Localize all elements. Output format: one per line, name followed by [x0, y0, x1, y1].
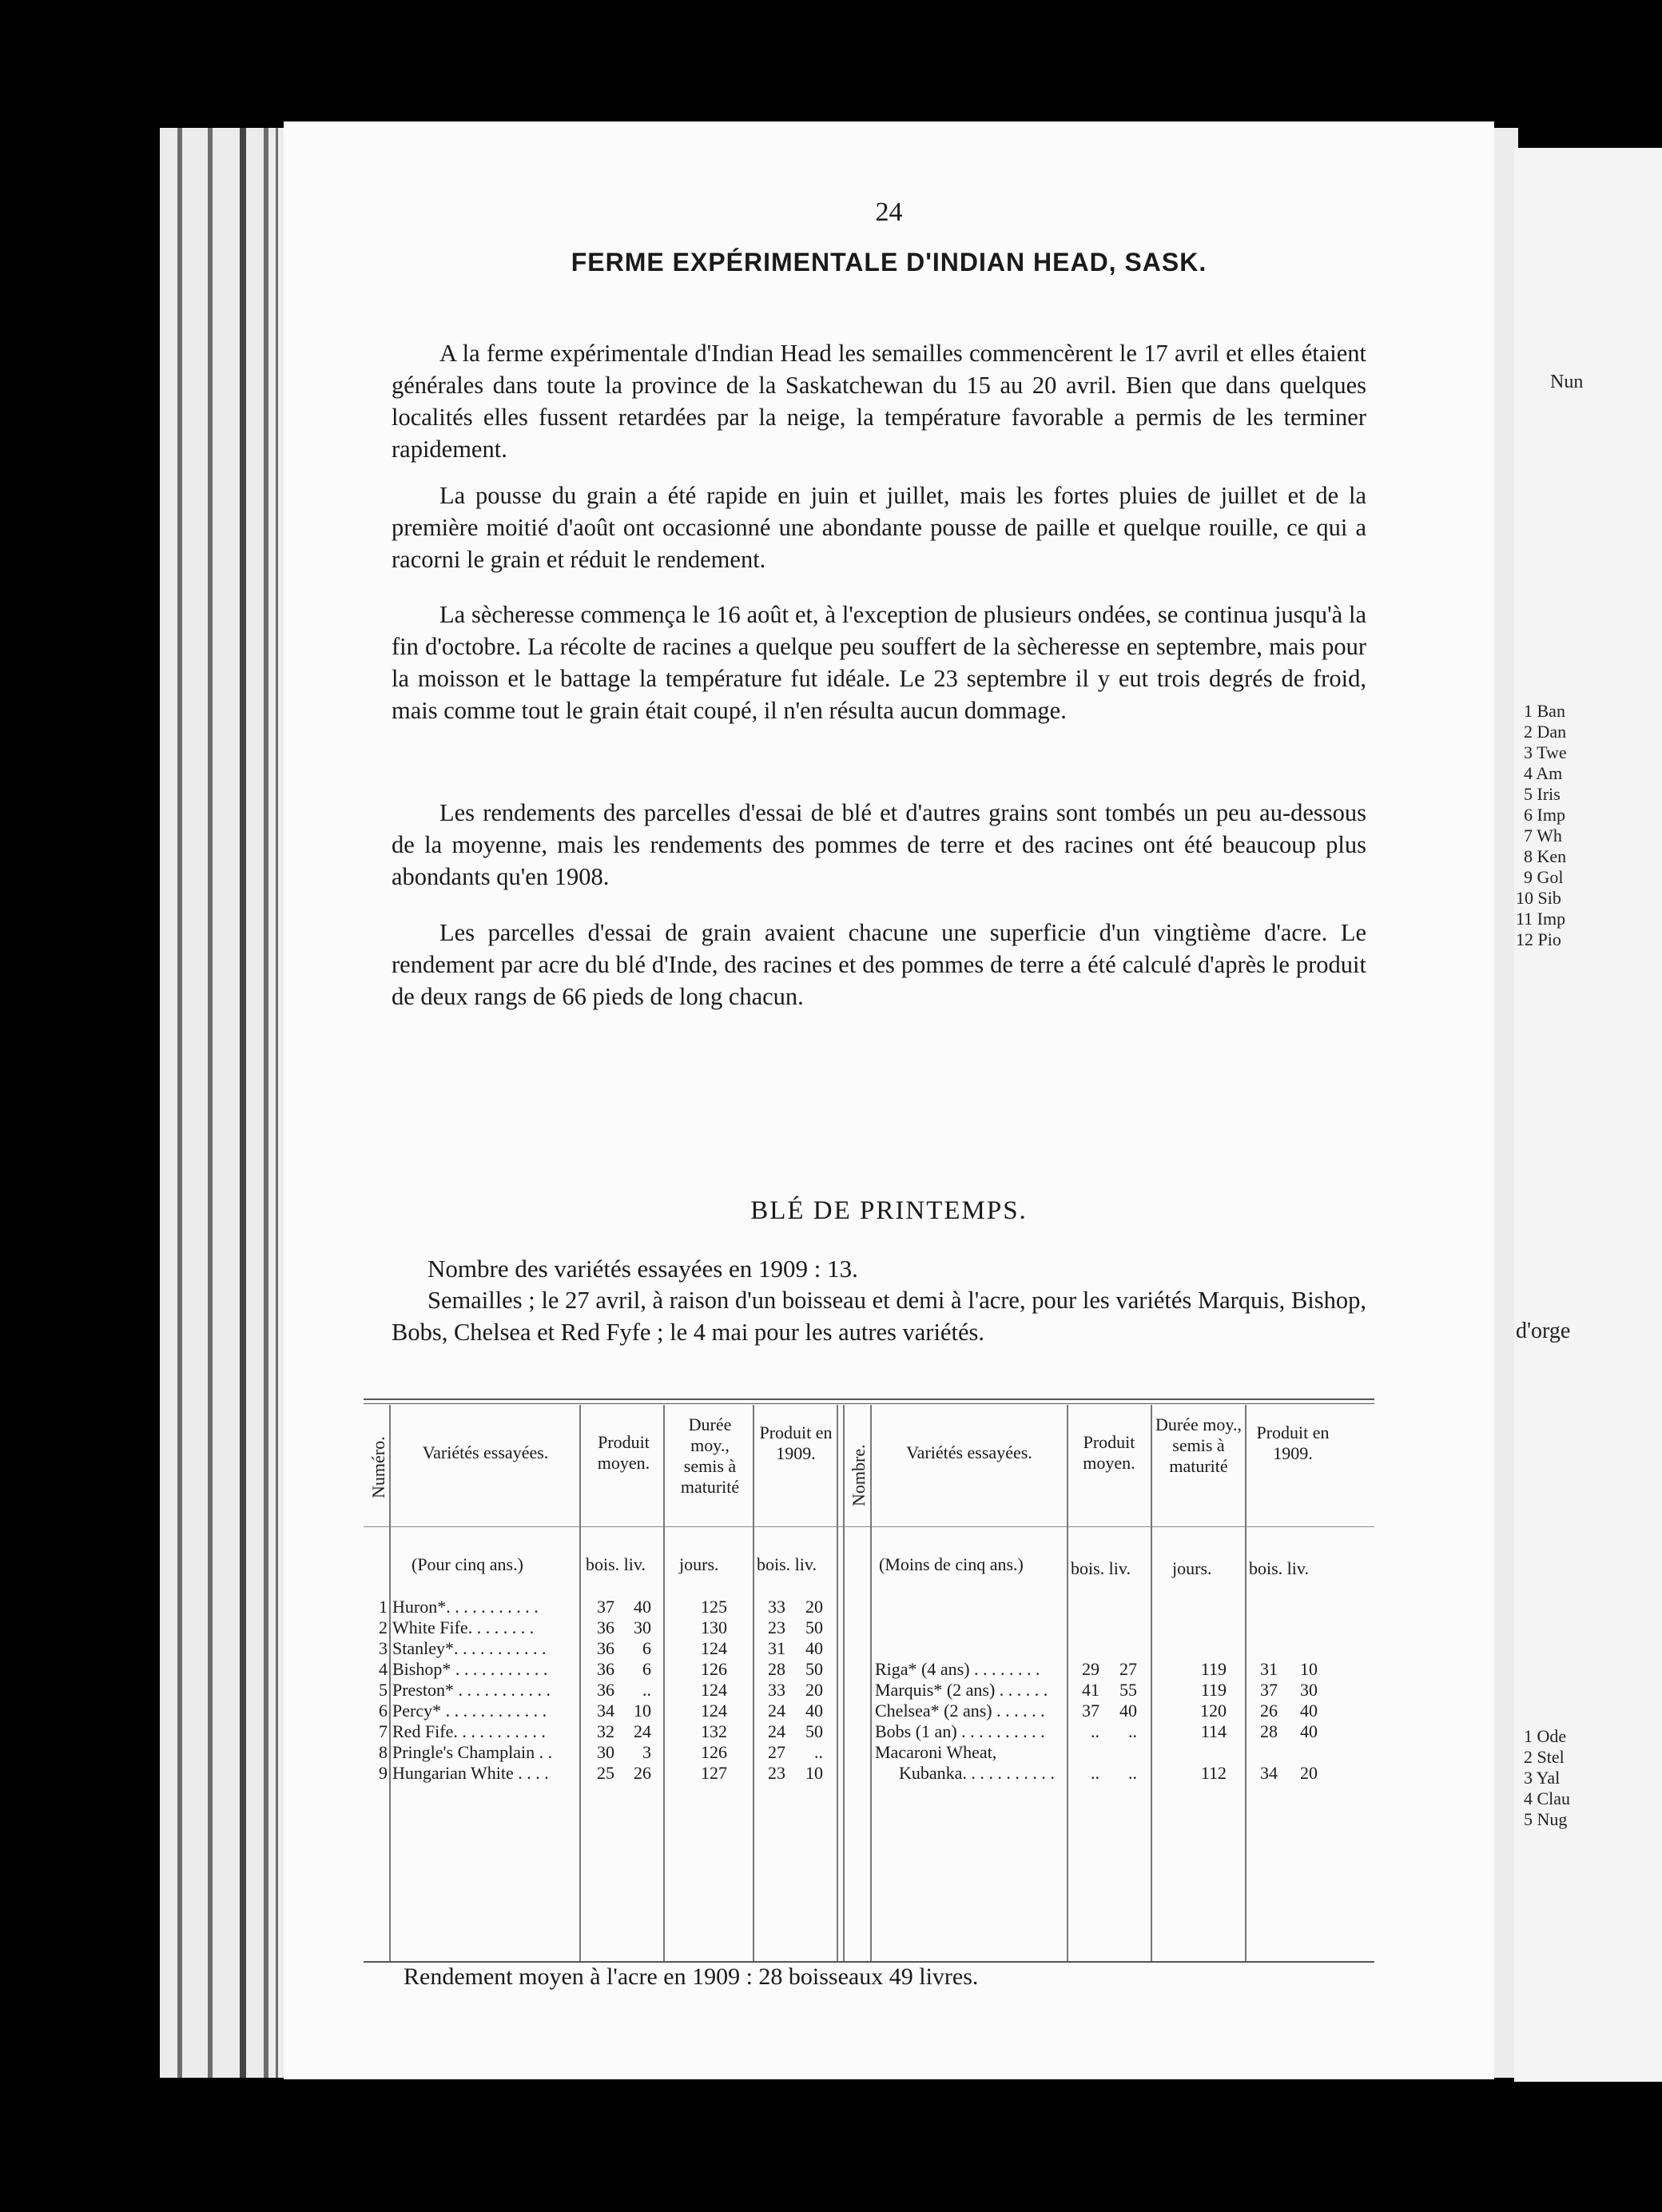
page-edge — [276, 128, 278, 2078]
cell-value: 6 — [642, 1638, 651, 1658]
paragraph: Les rendements des parcelles d'essai de blé et d'autres grains sont tombés un peu au-dessous de la moyenne, mais les rendements des pommes de terre et des racines ont été beaucoup plus abondants qu'en 1908. — [392, 799, 1366, 890]
variety-name: Macaroni Wheat, — [875, 1742, 997, 1762]
facing-text: 3 Yal — [1524, 1768, 1561, 1788]
cell-value: 120 — [1200, 1701, 1227, 1721]
facing-text: 1 Ban — [1524, 701, 1565, 721]
row-number: 5 — [379, 1680, 388, 1700]
paragraph: A la ferme expérimentale d'Indian Head les semailles commencèrent le 17 avril et elles étaient générales dans toute la province de la Saskatchewan du 15 au 20 avril. Bien que dans quelques localités elles fussent retardées par la neige, la température favorable a permis de les terminer rapidement. — [392, 340, 1366, 463]
column-header: Nombre. — [849, 1444, 869, 1506]
facing-text: 2 Dan — [1524, 722, 1567, 742]
cell-value: 34 — [597, 1701, 614, 1721]
cell-value: 37 — [1260, 1680, 1278, 1700]
cell-value: 23 — [768, 1617, 785, 1637]
facing-text: 9 Gol — [1524, 867, 1564, 887]
average-yield: Rendement moyen à l'acre en 1909 : 28 boisseaux 49 livres. — [404, 1963, 979, 1990]
column-header: Durée moy., semis à maturité — [1155, 1414, 1242, 1476]
facing-text: 8 Ken — [1524, 846, 1567, 866]
col-divider — [870, 1405, 872, 1961]
row-number: 9 — [379, 1763, 388, 1783]
variety-name: Bishop* . . . . . . . . . . . — [392, 1659, 548, 1679]
cell-value: 119 — [1200, 1659, 1227, 1679]
cell-value: 125 — [701, 1597, 727, 1617]
facing-text: 2 Stel — [1524, 1747, 1565, 1767]
col-divider — [1067, 1405, 1068, 1961]
cell-value: 41 — [1082, 1680, 1099, 1700]
unit-label: jours. — [1172, 1558, 1212, 1578]
cell-value: 40 — [1119, 1701, 1137, 1721]
group-label: (Moins de cinq ans.) — [879, 1554, 1024, 1574]
cell-value: 26 — [1260, 1701, 1278, 1721]
cell-value: 126 — [701, 1659, 727, 1679]
row-number: 2 — [379, 1617, 388, 1637]
cell-value: .. — [1091, 1721, 1099, 1741]
col-divider — [579, 1405, 581, 1961]
cell-value: 36 — [597, 1638, 614, 1658]
col-divider — [1151, 1405, 1152, 1961]
facing-text: 5 Iris — [1524, 784, 1561, 804]
cell-value: 27 — [768, 1742, 785, 1762]
column-header: Produit moyen. — [1083, 1432, 1135, 1473]
paragraph: La sècheresse commença le 16 août et, à l'exception de plusieurs ondées, se continua jusqu'à la fin d'octobre. La récolte de racines a quelque peu souffert de la sècheresse en septembre, mais pour la moisson et le battage la température fut idéale. Le 23 septembre il y eut trois degrés de froid, mais comme tout le grain était coupé, il n'en résulta aucun dommage. — [392, 601, 1366, 724]
variety-name: White Fife. . . . . . . . — [392, 1617, 535, 1637]
col-divider — [389, 1405, 391, 1961]
cell-value: 10 — [634, 1701, 651, 1721]
cell-value: 25 — [597, 1763, 614, 1783]
column-header: Durée moy., semis à maturité — [680, 1414, 740, 1497]
variety-name: Kubanka. . . . . . . . . . . — [899, 1763, 1055, 1783]
unit-label: jours. — [679, 1554, 719, 1574]
facing-text: 3 Twe — [1524, 742, 1567, 762]
column-header: Produit moyen. — [597, 1432, 650, 1473]
row-number: 4 — [379, 1659, 388, 1679]
cell-value: 28 — [768, 1659, 785, 1679]
cell-value: 31 — [768, 1638, 785, 1658]
cell-value: 27 — [1119, 1659, 1137, 1679]
cell-value: 36 — [597, 1617, 614, 1637]
cell-value: 50 — [805, 1659, 823, 1679]
yield-table — [364, 1398, 1374, 1963]
facing-text: 12 Pio — [1516, 929, 1561, 949]
facing-text: Nun — [1550, 372, 1584, 392]
cell-value: 36 — [597, 1680, 614, 1700]
row-number: 8 — [379, 1742, 388, 1762]
cell-value: 31 — [1260, 1659, 1278, 1679]
cell-value: 10 — [1300, 1659, 1318, 1679]
unit-label: bois. liv. — [586, 1554, 646, 1574]
page-title: FERME EXPÉRIMENTALE D'INDIAN HEAD, SASK. — [571, 248, 1207, 276]
cell-value: 20 — [805, 1597, 823, 1617]
cell-value: 40 — [1300, 1721, 1318, 1741]
cell-value: 33 — [768, 1597, 785, 1617]
cell-value: 24 — [768, 1701, 785, 1721]
variety-name: Chelsea* (2 ans) . . . . . . — [875, 1701, 1045, 1721]
facing-text: 5 Nug — [1524, 1809, 1568, 1829]
row-number: 7 — [379, 1721, 388, 1741]
cell-value: 34 — [1260, 1763, 1278, 1783]
table-rule — [364, 1403, 1374, 1404]
cell-value: 3 — [642, 1742, 651, 1762]
cell-value: 24 — [768, 1721, 785, 1741]
cell-value: 126 — [701, 1742, 727, 1762]
page-edge — [208, 128, 213, 2078]
facing-text: 7 Wh — [1524, 826, 1562, 845]
sowing-info: Semailles ; le 27 avril, à raison d'un boisseau et demi à l'acre, pour les variétés Marquis, Bishop, Bobs, Chelsea et Red Fyfe ; le 4 mai pour les autres variétés. — [392, 1287, 1366, 1346]
cell-value: 24 — [634, 1721, 651, 1741]
cell-value: 40 — [1300, 1701, 1318, 1721]
cell-value: 28 — [1260, 1721, 1278, 1741]
cell-value: .. — [642, 1680, 651, 1700]
page-edge — [240, 128, 246, 2078]
col-divider — [663, 1405, 665, 1961]
variety-name: Stanley*. . . . . . . . . . . — [392, 1638, 547, 1658]
unit-label: bois. liv. — [757, 1554, 817, 1574]
table-rule — [364, 1961, 1374, 1963]
variety-name: Hungarian White . . . . — [392, 1763, 549, 1783]
cell-value: 40 — [805, 1638, 823, 1658]
variety-name: Marquis* (2 ans) . . . . . . — [875, 1680, 1048, 1700]
col-divider — [837, 1405, 838, 1961]
cell-value: 30 — [634, 1617, 651, 1637]
col-divider — [1245, 1405, 1246, 1961]
cell-value: 124 — [701, 1680, 727, 1700]
cell-value: 50 — [805, 1617, 823, 1637]
cell-value: 55 — [1119, 1680, 1137, 1700]
variety-name: Huron*. . . . . . . . . . . — [392, 1597, 539, 1617]
cell-value: 124 — [701, 1701, 727, 1721]
cell-value: 50 — [805, 1721, 823, 1741]
cell-value: 30 — [597, 1742, 614, 1762]
cell-value: 20 — [805, 1680, 823, 1700]
cell-value: .. — [1128, 1721, 1137, 1741]
paragraph: La pousse du grain a été rapide en juin et juillet, mais les fortes pluies de juillet et de la première moitié d'août ont occasionné une abondante pousse de paille et quelque rouille, ce qui a racorni le grain et réduit le rendement. — [392, 482, 1366, 573]
document-page — [284, 121, 1494, 2079]
facing-text: 6 Imp — [1524, 805, 1565, 825]
cell-value: 114 — [1200, 1721, 1227, 1741]
cell-value: 130 — [701, 1617, 727, 1637]
column-header: Produit en 1909. — [1256, 1422, 1330, 1463]
variety-name: Riga* (4 ans) . . . . . . . . — [875, 1659, 1040, 1679]
row-number: 6 — [379, 1701, 388, 1721]
cell-value: .. — [814, 1742, 823, 1762]
page-number: 24 — [875, 197, 903, 227]
cell-value: 32 — [597, 1721, 614, 1741]
page-edge — [264, 128, 268, 2078]
cell-value: 40 — [805, 1701, 823, 1721]
cell-value: 40 — [634, 1597, 651, 1617]
variety-name: Pringle's Champlain . . — [392, 1742, 553, 1762]
variety-name: Preston* . . . . . . . . . . . — [392, 1680, 551, 1700]
column-header: Numéro. — [368, 1436, 388, 1498]
facing-text: 11 Imp — [1516, 909, 1566, 929]
cell-value: 119 — [1200, 1680, 1227, 1700]
cell-value: 20 — [1300, 1763, 1318, 1783]
facing-text: 4 Am — [1524, 763, 1563, 783]
variety-name: Bobs (1 an) . . . . . . . . . . — [875, 1721, 1045, 1741]
row-number: 1 — [379, 1597, 388, 1617]
cell-value: 37 — [597, 1597, 614, 1617]
cell-value: 127 — [701, 1763, 727, 1783]
group-label: (Pour cinq ans.) — [412, 1554, 523, 1574]
cell-value: 37 — [1082, 1701, 1099, 1721]
row-number: 3 — [379, 1638, 388, 1658]
paragraph: Les parcelles d'essai de grain avaient chacune une superficie d'un vingtième d'acre. Le rendement par acre du blé d'Inde, des racines et des pommes de terre a été calculé d'après le produit de deux rangs de 66 pieds de long chacun. — [392, 919, 1366, 1010]
variety-name: Red Fife. . . . . . . . . . . — [392, 1721, 546, 1741]
column-header: Variétés essayées. — [422, 1442, 549, 1462]
cell-value: 112 — [1200, 1763, 1227, 1783]
section-title: BLÉ DE PRINTEMPS. — [750, 1196, 1028, 1225]
cell-value: .. — [1128, 1763, 1137, 1783]
cell-value: 124 — [701, 1638, 727, 1658]
facing-text: 4 Clau — [1524, 1788, 1571, 1808]
cell-value: 26 — [634, 1763, 651, 1783]
cell-value: 36 — [597, 1659, 614, 1679]
varieties-count: Nombre des variétés essayées en 1909 : 13. — [427, 1255, 858, 1283]
col-divider — [843, 1405, 845, 1961]
cell-value: 132 — [701, 1721, 727, 1741]
cell-value: 29 — [1082, 1659, 1099, 1679]
facing-text: 10 Sib — [1516, 888, 1561, 908]
facing-text: 1 Ode — [1524, 1726, 1567, 1746]
cell-value: .. — [1091, 1763, 1099, 1783]
facing-text: d'orge — [1516, 1319, 1571, 1343]
unit-label: bois. liv. — [1249, 1558, 1309, 1578]
table-rule — [364, 1398, 1374, 1400]
column-header: Produit en 1909. — [759, 1422, 833, 1463]
table-rule — [364, 1526, 1374, 1527]
column-header: Variétés essayées. — [906, 1442, 1032, 1462]
page-edge — [177, 128, 182, 2078]
unit-label: bois. liv. — [1071, 1558, 1131, 1578]
cell-value: 23 — [768, 1763, 785, 1783]
cell-value: 33 — [768, 1680, 785, 1700]
col-divider — [753, 1405, 754, 1961]
cell-value: 6 — [642, 1659, 651, 1679]
variety-name: Percy* . . . . . . . . . . . . — [392, 1701, 547, 1721]
cell-value: 10 — [805, 1763, 823, 1783]
facing-page — [1514, 148, 1662, 2082]
cell-value: 30 — [1300, 1680, 1318, 1700]
